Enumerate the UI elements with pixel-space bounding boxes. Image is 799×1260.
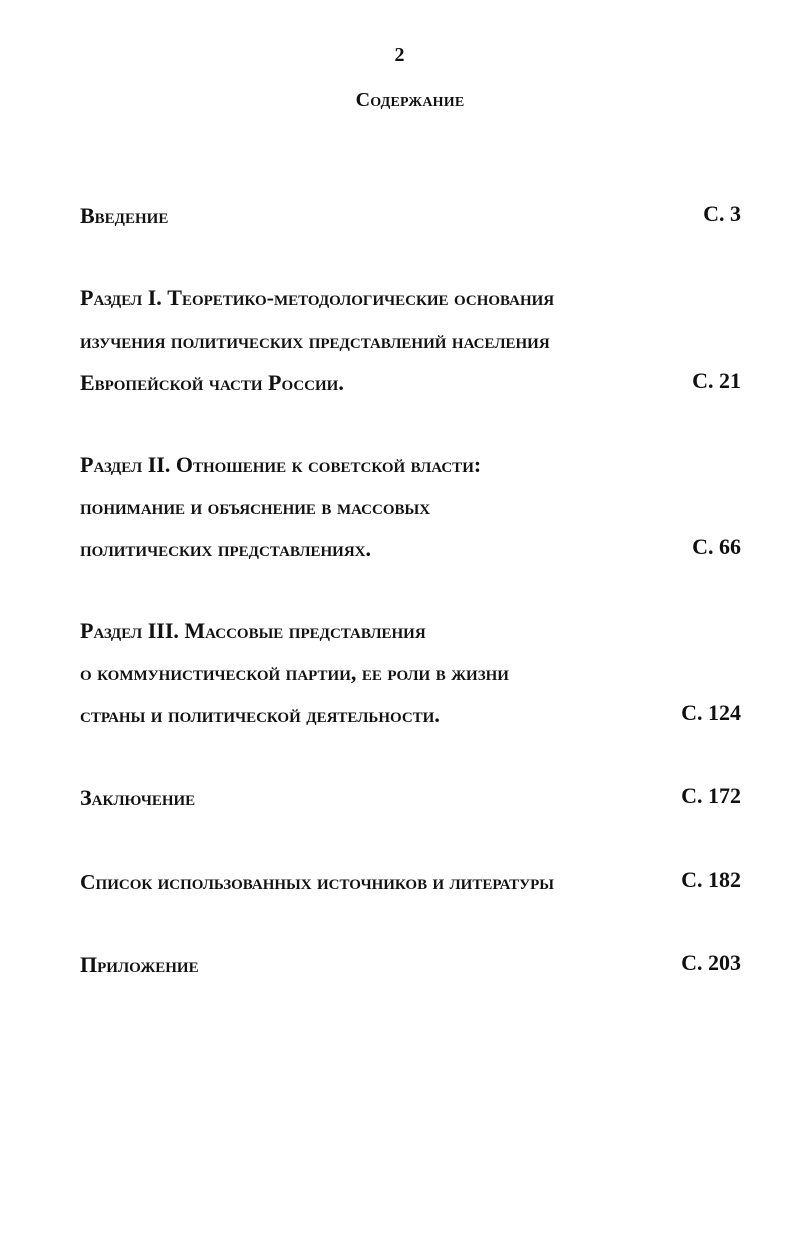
toc-entry-page: С. 203 bbox=[681, 950, 741, 975]
toc-entry-page: С. 124 bbox=[681, 700, 741, 725]
toc-entry-title-line: политических представлениях. bbox=[80, 536, 372, 561]
toc-entry-title: Список использованных источников и литературы bbox=[80, 870, 555, 894]
toc-entry-title-line: Раздел I. Теоретико-методологические основания bbox=[80, 285, 555, 310]
toc-entry-title-line: Европейской части России. bbox=[80, 370, 344, 395]
toc-entry-title-line: о коммунистической партии, ее роли в жизни bbox=[80, 660, 509, 685]
toc-entry-title: Заключение bbox=[80, 785, 196, 810]
page-number: 2 bbox=[394, 44, 405, 66]
toc-entry-page: С. 172 bbox=[681, 783, 741, 808]
toc-entry-page: С. 21 bbox=[692, 368, 741, 393]
toc-entry-page: С. 66 bbox=[692, 534, 741, 559]
toc-entry-page: С. 3 bbox=[703, 201, 741, 226]
page-title: Содержание bbox=[355, 89, 465, 111]
toc-entry-title-line: Раздел II. Отношение к советской власти: bbox=[80, 452, 482, 477]
toc-entry-title: Введение bbox=[80, 203, 169, 228]
toc-entry-title-line: изучения политических представлений населения bbox=[80, 328, 550, 353]
toc-entry-title-line: Раздел III. Массовые представления bbox=[80, 618, 426, 643]
toc-entry-page: С. 182 bbox=[681, 867, 741, 892]
toc-entry-title-line: понимание и объяснение в массовых bbox=[80, 494, 431, 519]
toc-entry-title-line: страны и политической деятельности. bbox=[80, 702, 440, 727]
toc-entry-title: Приложение bbox=[80, 952, 199, 977]
